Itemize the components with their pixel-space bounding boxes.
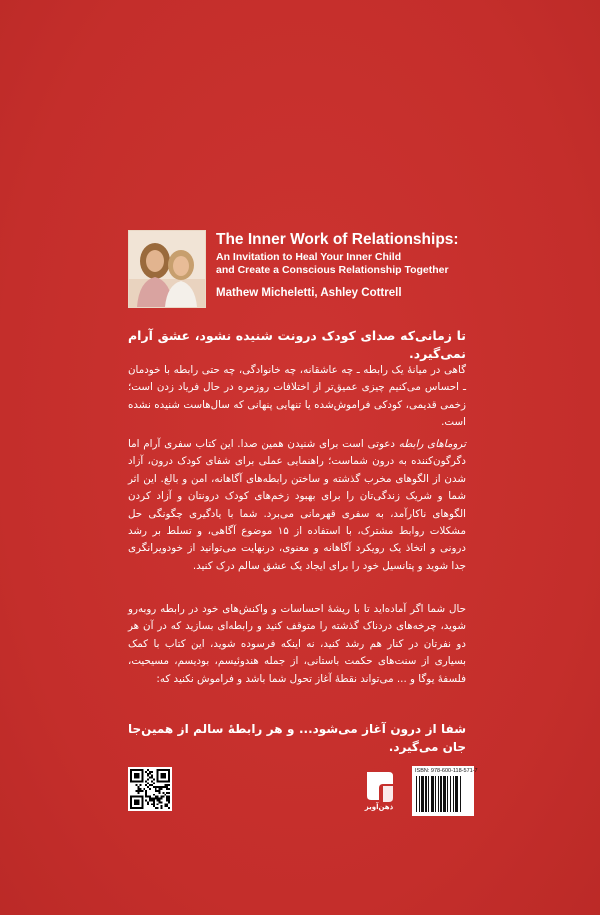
- barcode: [415, 776, 471, 814]
- book-header: [128, 230, 488, 310]
- qr-code: [128, 767, 172, 811]
- tagline: تا زمانی‌که صدای کودک درونت شنیده نشود، عشق آرام نمی‌گیرد.: [128, 328, 466, 361]
- isbn-barcode: [412, 766, 478, 816]
- paragraph-1: گاهی در میانهٔ یک رابطه ـ چه عاشقانه، چه خانوادگی، چه حتی رابطه با خودمان ـ احساس می‌کنیم چیزی عمیق‌تر از اختلافات روزمره در حال فریاد زدن است؛ زخمی قدیمی، کودکی فراموش‌شده یا تنهایی پنهانی که سال‌هاست شنیده نشده است.: [128, 364, 466, 429]
- publisher-name: ذهن‌آویز: [364, 803, 394, 811]
- closing-line: شفا از درون آغاز می‌شود... و هر رابطهٔ سالم از همین‌جا جان می‌گیرد.: [128, 722, 466, 754]
- authors-photo: [128, 230, 206, 308]
- paragraph-3: حال شما اگر آماده‌اید تا با ریشهٔ احساسات و واکنش‌های خود در رابطه روبه‌رو شوید، چرخه‌های دردناک گذشته را متوقف کنید و رابطه‌ای بسازید که در آن هر دو نفرتان در کنار هم رشد کنید، نه اینکه فرسوده شوید، این کتاب با کمک بسیاری از سنت‌های حکمت باستانی، از جمله هندوئیسم، بودیسم، مسیحیت، فلسفهٔ یوگا و ... می‌تواند نقطهٔ آغاز تحول شما باشد و فراموش نکنید که:: [128, 603, 466, 685]
- book-info: [216, 230, 516, 299]
- book-subtitle-line-1: An Invitation to Heal Your Inner Child: [216, 251, 402, 263]
- paragraph-2: [128, 436, 466, 575]
- book-authors: Mathew Micheletti, Ashley Cottrell: [216, 287, 402, 299]
- paragraph-2-text: دعوتی است برای شنیدن همین صدا. این کتاب سفری آرام اما دگرگون‌کننده به درون شماست؛ راهنمایی عملی برای شفای کودک درون، آزاد شدن از الگوهای مخرب گذشته و ساختن رابطه‌های آگاهانه، امن و بالغ. این اثر شما و شریک زندگی‌تان را برای بهبود زخم‌های کودک درونتان و آزاد کردن الگوهای ناکارآمد، به سفری قهرمانی می‌برد. شما با یادگیری چگونگی حل مشکلات روابط مشترک، با استفاده از ۱۵ موضوع آگاهی، و تسلط بر رشد درونی و اتخاذ یک رویکرد آگاهانه و معنوی، درنهایت می‌توانید از خودویرانگری جدا شوید و پتانسیل خود را برای ایجاد یک عشق سالم درک کنید.: [128, 438, 466, 572]
- book-title-persian: تروماهای رابطه: [398, 438, 466, 450]
- book-title: The Inner Work of Relationships:: [216, 231, 459, 248]
- book-subtitle: [216, 251, 516, 277]
- isbn-text: ISBN: 978-600-118-571-7: [415, 768, 478, 774]
- book-subtitle-line-2: and Create a Conscious Relationship Together: [216, 264, 449, 276]
